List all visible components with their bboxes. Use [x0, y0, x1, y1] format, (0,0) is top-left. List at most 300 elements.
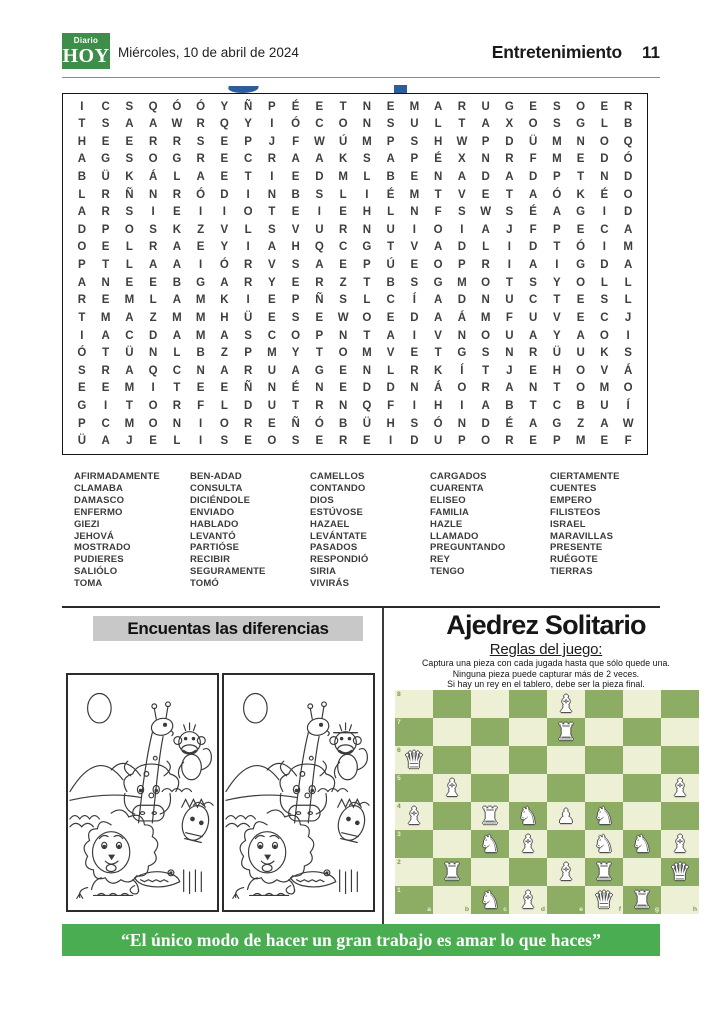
word-search-letter: T [553, 241, 561, 254]
word-search-letter: M [409, 100, 420, 113]
word-search-letter: S [624, 347, 632, 360]
rank-label: 3 [397, 831, 401, 838]
word-search-letter: D [243, 399, 253, 412]
word-search-letter: K [338, 153, 348, 166]
word-search-letter: A [433, 294, 443, 307]
section-title: Entretenimiento [491, 42, 623, 62]
logo-top-text: Diario [73, 35, 99, 45]
word-search-letter: E [410, 347, 419, 360]
word-list-item: PREGUNTANDO [430, 542, 506, 554]
word-search-letter: I [389, 435, 393, 448]
word-search-letter: C [552, 399, 562, 412]
word-search-letter: D [315, 171, 324, 184]
word-search-letter: L [125, 241, 133, 254]
word-search-letter: A [267, 241, 277, 254]
word-search-letter: E [268, 294, 276, 307]
word-search-letter: Z [149, 311, 157, 324]
word-search-letter: D [528, 171, 538, 184]
word-search-letter: Q [219, 118, 229, 131]
word-list-item: ISRAEL [550, 518, 586, 530]
word-search-letter: L [78, 188, 86, 201]
word-search-letter: A [481, 399, 490, 412]
word-search-letter: P [315, 329, 324, 342]
chess-square-c8 [471, 690, 509, 718]
word-search-letter: D [623, 171, 633, 184]
word-search-letter: O [148, 399, 158, 412]
word-list-item: CARGADOS [430, 471, 487, 482]
word-search-letter: É [291, 382, 300, 395]
rank-label: 6 [397, 747, 401, 754]
word-search-letter: A [528, 188, 538, 201]
word-search-letter: Y [220, 241, 229, 254]
word-list-item: CONSULTA [190, 482, 243, 494]
word-search-letter: K [576, 188, 585, 201]
word-search-letter: M [172, 311, 182, 324]
word-search-letter: G [77, 399, 87, 412]
word-search-letter: N [362, 223, 372, 236]
word-search-letter: E [339, 206, 347, 219]
word-search-letter: A [148, 118, 158, 131]
word-search-letter: A [220, 364, 229, 377]
word-search-letter: Ü [101, 171, 110, 184]
word-list-item: SIRIA [310, 566, 337, 578]
page-number: 11 [642, 43, 660, 62]
word-search-letter: A [172, 241, 182, 254]
word-search-letter: H [552, 364, 562, 377]
word-search-letter: T [577, 171, 585, 184]
differences-title: Encuentas las diferencias [93, 616, 363, 641]
word-search-letter: T [102, 259, 110, 272]
word-list-column [310, 471, 426, 590]
word-search-letter: A [433, 241, 443, 254]
word-search-letter: O [338, 118, 348, 131]
word-search-letter: D [600, 259, 609, 272]
chess-square-g3 [623, 830, 661, 858]
word-search-letter: Y [268, 276, 276, 289]
word-search-letter: I [507, 259, 511, 272]
word-search-letter: É [434, 153, 442, 166]
word-search-letter: E [149, 435, 157, 448]
word-search-letter: L [363, 294, 371, 307]
chess-square-d2 [509, 858, 547, 886]
word-search-letter: R [457, 100, 467, 113]
word-search-letter: C [338, 241, 348, 254]
word-search-letter: M [457, 276, 467, 289]
word-search-letter: A [623, 223, 633, 236]
word-search-letter: D [220, 188, 229, 201]
word-search-letter: K [433, 364, 443, 377]
word-search-letter: T [553, 382, 561, 395]
word-search-letter: K [220, 294, 229, 307]
word-search-letter: U [600, 399, 609, 412]
word-search-letter: A [196, 171, 205, 184]
word-search-letter: M [267, 347, 277, 360]
word-search-letter: Q [623, 135, 633, 148]
word-search-letter: O [599, 329, 609, 342]
word-search-letter: G [576, 206, 586, 219]
word-search-letter: J [126, 435, 133, 448]
chess-square-a7 [395, 718, 433, 746]
word-search-letter: É [505, 417, 514, 430]
word-search-letter: N [362, 364, 372, 377]
word-search-letter: I [246, 188, 250, 201]
chess-square-c6 [471, 746, 509, 774]
word-search-letter: D [457, 241, 467, 254]
word-search-letter: I [412, 329, 416, 342]
word-search-letter: N [338, 329, 348, 342]
word-search-letter: E [315, 100, 324, 113]
word-search-letter: O [599, 135, 609, 148]
word-search-letter: S [481, 347, 490, 360]
word-search-letter: O [291, 329, 301, 342]
word-search-letter: S [125, 206, 134, 219]
word-search-letter: E [339, 364, 347, 377]
word-search-letter: E [410, 259, 419, 272]
word-search-letter: R [481, 382, 490, 395]
word-search-letter: R [338, 223, 348, 236]
word-list-item: LLAMADO [430, 530, 479, 542]
word-search-letter: M [338, 171, 348, 184]
word-search-letter: G [196, 276, 206, 289]
word-search-letter: R [505, 153, 514, 166]
word-search-letter: X [458, 153, 466, 166]
word-search-letter: Ü [528, 135, 538, 148]
word-search-letter: F [529, 153, 537, 166]
word-search-letter: F [387, 399, 395, 412]
word-search-letter: S [125, 100, 134, 113]
word-search-letter: S [505, 206, 514, 219]
word-search-letter: Ó [576, 241, 586, 254]
word-search-letter: C [267, 329, 277, 342]
word-search-letter: N [481, 294, 490, 307]
word-search-letter: N [148, 347, 158, 360]
rank-label: 2 [397, 859, 401, 866]
chess-piece-bishop: ♝ [517, 886, 539, 914]
word-list-item: TIERRAS [550, 566, 593, 578]
word-list-item: AFIRMADAMENTE [74, 471, 160, 482]
word-search-letter: É [600, 188, 609, 201]
word-search-letter: N [410, 206, 419, 219]
word-search-letter: E [149, 276, 157, 289]
word-search-letter: O [481, 329, 491, 342]
word-search-letter: F [505, 311, 513, 324]
chess-square-f2 [585, 858, 623, 886]
chess-piece-rook: ♜ [555, 718, 577, 746]
file-label: b [464, 906, 469, 913]
word-search-letter: T [434, 188, 442, 201]
word-search-letter: M [480, 311, 491, 324]
word-search-letter: E [339, 382, 347, 395]
word-search-letter: D [600, 153, 609, 166]
word-search-letter: M [623, 241, 633, 254]
word-search-letter: U [315, 223, 324, 236]
word-search-letter: Á [148, 171, 158, 184]
chess-piece-bishop: ♝ [517, 830, 539, 858]
chess-square-c7 [471, 718, 509, 746]
chess-square-d3 [509, 830, 547, 858]
word-search-letter: H [362, 206, 372, 219]
word-search-letter: O [362, 311, 372, 324]
word-search-letter: A [576, 329, 585, 342]
word-search-letter: F [624, 435, 632, 448]
word-search-letter: A [528, 259, 538, 272]
word-search-letter: P [481, 135, 490, 148]
word-search-letter: Ó [172, 100, 182, 113]
word-list-item: PUDIERES [74, 554, 124, 566]
word-search-letter: D [457, 294, 467, 307]
word-search-letter: O [481, 276, 491, 289]
word-search-letter: M [124, 294, 135, 307]
word-search-letter: N [172, 417, 182, 430]
chess-square-g2 [623, 858, 661, 886]
word-list-item: DAMASCO [74, 494, 125, 506]
word-search-letter: H [433, 399, 443, 412]
word-search-letter: C [125, 329, 134, 342]
word-search-letter: A [125, 118, 134, 131]
word-search-letter: M [124, 382, 135, 395]
chess-piece-pawn: ♟ [557, 804, 575, 828]
word-search-letter: L [125, 259, 133, 272]
word-search-letter: E [291, 276, 300, 289]
chess-rules-heading: Reglas del juego: [489, 641, 603, 658]
word-search-letter: I [460, 399, 464, 412]
word-search-letter: T [173, 382, 181, 395]
word-search-letter: F [292, 135, 300, 148]
word-search-letter: P [553, 223, 561, 236]
chess-square-h3 [661, 830, 699, 858]
chess-square-c2 [471, 858, 509, 886]
word-search-letter: U [528, 311, 538, 324]
word-search-letter: V [268, 259, 276, 272]
word-list-item: FAMILIA [430, 506, 470, 518]
word-search-letter: H [77, 135, 87, 148]
chess-square-a3 [395, 830, 433, 858]
word-search-letter: O [219, 417, 229, 430]
header-right [430, 42, 660, 63]
word-search-letter: N [196, 364, 205, 377]
word-search-letter: O [576, 364, 586, 377]
word-search-letter: A [172, 329, 182, 342]
word-search-letter: Q [362, 399, 372, 412]
chess-square-f4 [585, 802, 623, 830]
word-search-letter: D [528, 241, 538, 254]
word-search-letter: R [410, 364, 419, 377]
chess-square-d8 [509, 690, 547, 718]
word-search-letter: W [171, 118, 183, 131]
header-date: Miércoles, 10 de abril de 2024 [118, 45, 299, 60]
chess-square-e2 [547, 858, 585, 886]
word-search-row [63, 435, 647, 447]
chess-square-h8 [661, 690, 699, 718]
chess-rule-line: Captura una pieza con cada jugada hasta que sólo quede una. [422, 658, 670, 668]
word-search-row [63, 189, 647, 201]
word-search-letter: Y [220, 100, 229, 113]
word-search-letter: P [363, 259, 371, 272]
chess-square-h6 [661, 746, 699, 774]
word-search-letter: H [291, 241, 300, 254]
safari-cartoon-left [68, 675, 217, 910]
word-list-item: LEVÁNTATE [310, 530, 367, 542]
word-search-letter: G [576, 259, 586, 272]
word-search-letter: A [172, 259, 182, 272]
word-search-letter: T [339, 100, 347, 113]
word-search-letter: A [315, 153, 324, 166]
header-divider [62, 77, 660, 78]
word-search-letter: S [125, 153, 134, 166]
word-list-item: CAMELLOS [310, 471, 365, 482]
word-list-item: CUARENTA [430, 482, 484, 494]
word-search-letter: S [553, 100, 561, 113]
word-search-letter: E [576, 294, 585, 307]
word-search-letter: S [291, 435, 300, 448]
word-search-letter: R [243, 364, 253, 377]
word-search-letter: E [125, 135, 134, 148]
word-search-letter: N [576, 135, 585, 148]
chess-square-b3 [433, 830, 471, 858]
word-list-item: RUÉGOTE [550, 554, 599, 566]
word-search-letter: C [528, 294, 538, 307]
word-search-letter: A [220, 276, 229, 289]
rank-label: 4 [397, 803, 401, 810]
word-search-letter: S [553, 118, 561, 131]
word-search-letter: A [148, 259, 158, 272]
word-search-letter: M [362, 347, 372, 360]
word-search-letter: J [268, 135, 276, 148]
word-search-letter: C [101, 100, 110, 113]
chess-square-e8 [547, 690, 585, 718]
word-search-letter: V [220, 223, 229, 236]
word-search-letter: U [386, 223, 395, 236]
word-search-letter: E [78, 382, 86, 395]
word-search-letter: S [78, 364, 86, 377]
word-search-letter: R [172, 399, 182, 412]
word-search-letter: I [412, 223, 416, 236]
chess-title: Ajedrez Solitario [446, 610, 646, 640]
chess-piece-knight: ♞ [593, 830, 615, 858]
chess-square-b2 [433, 858, 471, 886]
word-search-letter: G [101, 153, 111, 166]
word-search-letter: P [244, 347, 252, 360]
word-search-letter: E [220, 135, 229, 148]
file-label: f [618, 906, 621, 913]
word-search-letter: G [362, 241, 372, 254]
word-search-letter: O [148, 153, 158, 166]
word-search-letter: I [151, 206, 155, 219]
word-search-letter: C [101, 417, 110, 430]
word-list-item: GIEZI [74, 518, 100, 530]
word-search-row [63, 312, 647, 324]
word-search-letter: I [222, 206, 226, 219]
chess-piece-knight: ♞ [593, 802, 615, 830]
word-search-letter: V [600, 364, 609, 377]
word-search-letter: C [386, 294, 395, 307]
word-search-letter: O [77, 241, 87, 254]
word-search-letter: A [77, 206, 87, 219]
word-search-letter: D [481, 417, 490, 430]
word-list-item: MARAVILLAS [550, 530, 614, 542]
word-search-row [63, 382, 647, 394]
rank-label: 7 [397, 719, 401, 726]
word-search-letter: W [480, 206, 492, 219]
chess-square-e7 [547, 718, 585, 746]
word-search-letter: D [77, 223, 87, 236]
word-list-item: RESPONDIÓ [310, 554, 369, 566]
word-search-letter: É [529, 206, 537, 219]
word-search-letter: R [172, 135, 182, 148]
word-search-letter: R [481, 259, 490, 272]
word-search-letter: Ü [362, 417, 372, 430]
word-search-letter: L [173, 435, 181, 448]
differences-image-right [222, 673, 375, 912]
chess-square-c4 [471, 802, 509, 830]
word-search-letter: E [101, 382, 110, 395]
chess-square-a4 [395, 802, 433, 830]
word-search-letter: W [456, 135, 468, 148]
vertical-divider [382, 608, 384, 930]
word-search-letter: C [600, 223, 609, 236]
chess-square-b7 [433, 718, 471, 746]
word-search-letter: E [481, 188, 490, 201]
word-search-letter: B [338, 417, 348, 430]
word-list-column [550, 471, 666, 578]
word-search-letter: O [124, 223, 134, 236]
word-search-letter: A [77, 153, 87, 166]
word-search-letter: G [576, 118, 586, 131]
word-search-letter: I [199, 206, 203, 219]
decorative-blue-fragment [227, 86, 258, 93]
word-search-letter: O [433, 259, 443, 272]
word-search-letter: T [529, 399, 537, 412]
word-search-letter: P [244, 135, 252, 148]
chess-square-d7 [509, 718, 547, 746]
word-search-letter: S [196, 135, 205, 148]
word-search-letter: A [528, 417, 538, 430]
word-search-letter: R [623, 100, 633, 113]
word-search-letter: B [172, 276, 182, 289]
file-label: c [503, 906, 507, 913]
word-search-grid [62, 93, 648, 455]
file-label: a [427, 906, 431, 913]
chess-piece-bishop: ♝ [669, 774, 691, 802]
chess-piece-knight: ♞ [479, 886, 501, 914]
word-search-letter: O [623, 188, 633, 201]
word-search-letter: E [196, 382, 205, 395]
chess-square-h5 [661, 774, 699, 802]
word-list-item: MOSTRADO [74, 542, 131, 554]
word-search-letter: W [313, 135, 325, 148]
word-list-item: CONTANDO [310, 482, 366, 494]
word-search-letter: M [195, 329, 206, 342]
word-search-letter: U [481, 100, 490, 113]
section-divider [62, 606, 660, 608]
word-search-row [63, 400, 647, 412]
word-search-letter: M [552, 153, 562, 166]
word-search-letter: L [600, 118, 608, 131]
word-search-letter: E [291, 171, 300, 184]
chess-piece-knight: ♞ [479, 830, 501, 858]
word-search-letter: H [386, 417, 395, 430]
word-search-letter: N [267, 188, 277, 201]
word-search-letter: Ó [196, 100, 206, 113]
word-search-letter: R [243, 276, 253, 289]
word-list-item: BEN-ADAD [190, 471, 242, 482]
word-search-letter: I [412, 399, 416, 412]
word-search-letter: M [195, 294, 206, 307]
chess-square-a8 [395, 690, 433, 718]
word-search-letter: A [600, 417, 609, 430]
word-search-letter: B [77, 171, 87, 184]
chess-square-g6 [623, 746, 661, 774]
